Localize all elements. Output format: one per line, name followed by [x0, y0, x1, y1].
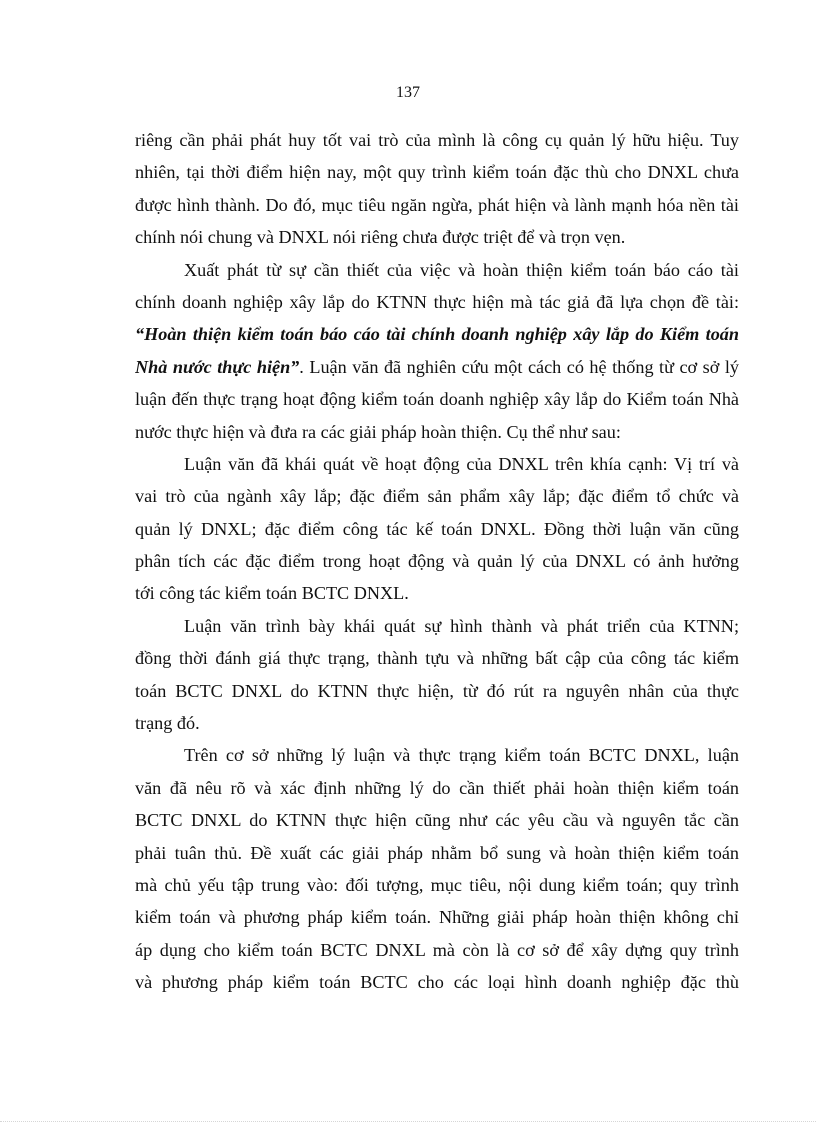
- text-line: luận đến thực trạng hoạt động kiểm toán doanh nghiệp xây lắp do Kiểm toán Nhà: [135, 389, 739, 410]
- text-line: văn đã nêu rõ và xác định những lý do cần thiết phải hoàn thiện kiểm toán: [135, 777, 739, 798]
- text-line: [135, 351, 739, 383]
- text-line: BCTC DNXL do KTNN thực hiện cũng như các yêu cầu và nguyên tắc cần: [135, 810, 739, 831]
- text-line: phải tuân thủ. Đề xuất các giải pháp nhằm bổ sung và hoàn thiện kiểm toán: [135, 842, 739, 863]
- text-line: áp dụng cho kiểm toán BCTC DNXL mà còn là cơ sở để xây dựng quy trình: [135, 939, 739, 960]
- thesis-title-line: “Hoàn thiện kiểm toán báo cáo tài chính doanh nghiệp xây lắp do Kiểm toán: [135, 324, 739, 345]
- text-line: chính doanh nghiệp xây lắp do KTNN thực hiện mà tác giả đã lựa chọn đề tài:: [135, 291, 739, 312]
- text-line: nước thực hiện và đưa ra các giải pháp hoàn thiện. Cụ thể như sau:: [135, 421, 621, 442]
- text-line: được hình thành. Do đó, mục tiêu ngăn ngừa, phát hiện và lành mạnh hóa nền tài: [135, 194, 739, 215]
- text-line: Luận văn đã khái quát về hoạt động của DNXL trên khía cạnh: Vị trí và: [184, 453, 739, 474]
- text-line: chính nói chung và DNXL nói riêng chưa được triệt để và trọn vẹn.: [135, 227, 626, 248]
- text-line: vai trò của ngành xây lắp; đặc điểm sản phẩm xây lắp; đặc điểm tổ chức và: [135, 486, 739, 507]
- page-body: [135, 124, 739, 999]
- text-line: toán BCTC DNXL do KTNN thực hiện, từ đó rút ra nguyên nhân của thực: [135, 680, 739, 701]
- text-line: Luận văn trình bày khái quát sự hình thành và phát triển của KTNN;: [184, 615, 739, 636]
- text-line: Trên cơ sở những lý luận và thực trạng kiểm toán BCTC DNXL, luận: [184, 745, 739, 766]
- text-line: đồng thời đánh giá thực trạng, thành tựu và những bất cập của công tác kiểm: [135, 648, 739, 669]
- text-line: phân tích các đặc điểm trong hoạt động và quản lý của DNXL có ảnh hưởng: [135, 551, 739, 572]
- page-number: 137: [396, 84, 420, 101]
- text-line: mà chủ yếu tập trung vào: đối tượng, mục tiêu, nội dung kiểm toán; quy trình: [135, 874, 739, 895]
- text-line: trạng đó.: [135, 713, 200, 734]
- text-line: Xuất phát từ sự cần thiết của việc và hoàn thiện kiểm toán báo cáo tài: [184, 259, 739, 280]
- text-span: . Luận văn đã nghiên cứu một cách có hệ thống từ cơ sở lý: [299, 356, 739, 377]
- page-bottom-border: [0, 1121, 816, 1122]
- text-line: riêng cần phải phát huy tốt vai trò của mình là công cụ quản lý hữu hiệu. Tuy: [135, 130, 739, 150]
- text-line: nhiên, tại thời điểm hiện nay, một quy trình kiểm toán đặc thù cho DNXL chưa: [135, 162, 739, 183]
- text-line: tới công tác kiểm toán BCTC DNXL.: [135, 583, 409, 604]
- text-line: kiểm toán và phương pháp kiểm toán. Những giải pháp hoàn thiện không chỉ: [135, 907, 739, 928]
- text-line: và phương pháp kiểm toán BCTC cho các loại hình doanh nghiệp đặc thù: [135, 972, 739, 993]
- thesis-title-end: Nhà nước thực hiện”: [135, 356, 300, 377]
- text-line: quản lý DNXL; đặc điểm công tác kế toán DNXL. Đồng thời luận văn cũng: [135, 518, 739, 539]
